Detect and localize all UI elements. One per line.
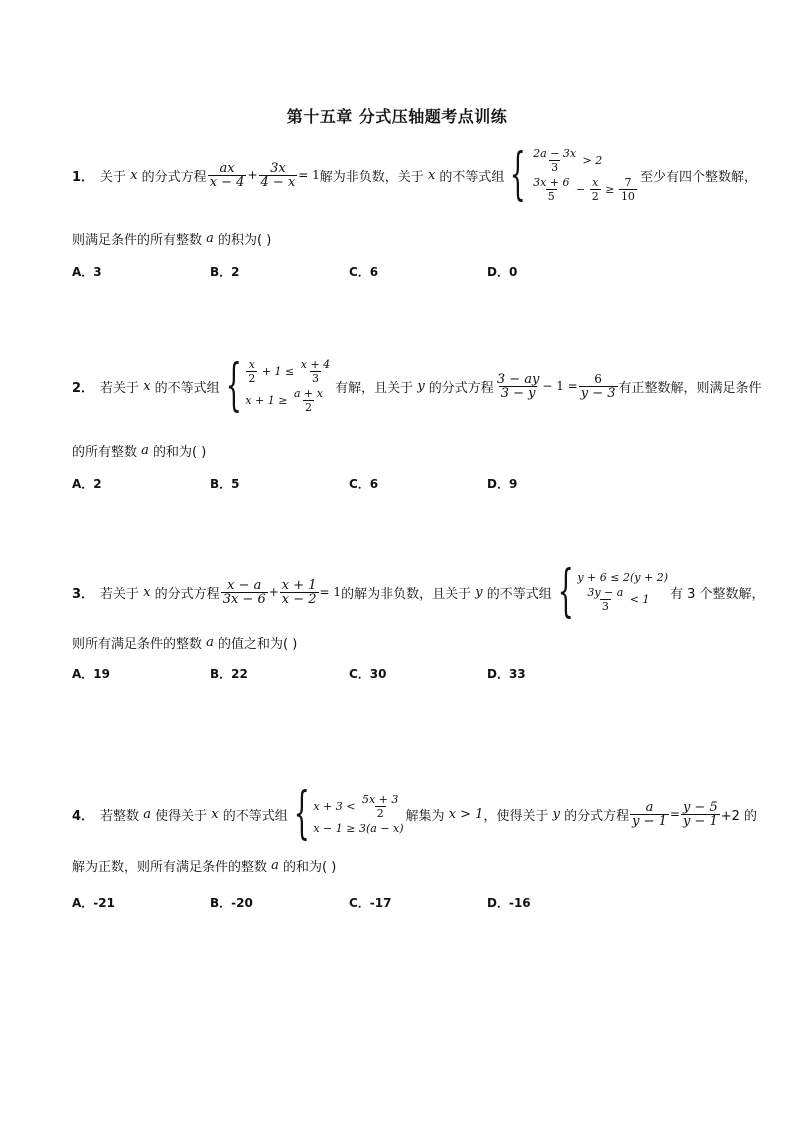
option-d[interactable]: D．9 bbox=[487, 477, 518, 491]
question-4-line-1: 4． 若整数 a 使得关于 x 的不等式组 { x + 3 < $\frac{5x + 3}{2}$ x − 1 ≥ 3(a − x) 解集为 x > 1 ，使得关于 y 的分式方程 $\frac{a}{y - 1}$ = $\frac{y - 5}{y - 1}$ +2 的 bbox=[72, 781, 758, 846]
option-c[interactable]: C．6 bbox=[349, 265, 379, 279]
question-2-line-1: 2． 若关于 x 的不等式组 { $\frac{x}{2}$ + 1 ≤ $\frac{x + 4}{3}$ x + 1 ≥ $\frac{a + x}{2}$ 有解，且关于 y 的分式方程 $\frac{3 - ay}{3 - y}$ − 1 = $\frac{6}{y - 3}$ 有正整数解，则满足条件 bbox=[72, 353, 762, 418]
option-c[interactable]: C．6 bbox=[349, 477, 379, 491]
question-1-line-1: 1． 关于 x 的分式方程 $\frac{ax}{x - 4}$ + $\frac{3x}{4 - x}$ = 1 解为非负数，关于 x 的不等式组 { $\frac{2a - 3x}{3}$ > 2 $\frac{3x + 6}{5}$ − $\frac{x}{2}$ ≥ $\frac{7}{10}$ 至少有四个整数解， bbox=[72, 142, 757, 207]
option-d[interactable]: D．-16 bbox=[487, 896, 531, 910]
option-a[interactable]: A．2 bbox=[72, 477, 102, 491]
option-d[interactable]: D．33 bbox=[487, 667, 526, 681]
option-b[interactable]: B．22 bbox=[210, 667, 248, 681]
inequality-system: { $\frac{x}{2}$ + 1 ≤ $\frac{x + 4}{3}$ x + 1 ≥ $\frac{a + x}{2}$ bbox=[225, 353, 331, 418]
question-4-line-2: 解为正数，则所有满足条件的整数 a 的和为( ) bbox=[72, 858, 337, 875]
option-a[interactable]: A．3 bbox=[72, 265, 102, 279]
question-1-line-2: 则满足条件的所有整数 a 的积为( ) bbox=[72, 231, 272, 248]
option-b[interactable]: B．-20 bbox=[210, 896, 253, 910]
option-d[interactable]: D．0 bbox=[487, 265, 518, 279]
inequality-system: { y + 6 ≤ 2(y + 2) $\frac{3y - a}{3}$ < 1 bbox=[557, 559, 668, 624]
option-c[interactable]: C．-17 bbox=[349, 896, 392, 910]
option-c[interactable]: C．30 bbox=[349, 667, 387, 681]
option-b[interactable]: B．2 bbox=[210, 265, 240, 279]
inequality-system: { x + 3 < $\frac{5x + 3}{2}$ x − 1 ≥ 3(a − x) bbox=[293, 781, 404, 846]
question-2-line-2: 的所有整数 a 的和为( ) bbox=[72, 443, 207, 460]
option-b[interactable]: B．5 bbox=[210, 477, 240, 491]
question-3-line-2: 则所有满足条件的整数 a 的值之和为( ) bbox=[72, 635, 298, 652]
option-a[interactable]: A．19 bbox=[72, 667, 110, 681]
question-3-line-1: 3． 若关于 x 的分式方程 $\frac{x - a}{3x - 6}$ + $\frac{x + 1}{x - 2}$ = 1 的解为非负数，且关于 y 的不等式组 { y + 6 ≤ 2(y + 2) $\frac{3y - a}{3}$ < 1 有 3 个整数解， bbox=[72, 559, 765, 624]
page-title: 第十五章 分式压轴题考点训练 bbox=[286, 107, 508, 126]
inequality-system: { $\frac{2a - 3x}{3}$ > 2 $\frac{3x + 6}{5}$ − $\frac{x}{2}$ ≥ $\frac{7}{10}$ bbox=[510, 142, 635, 207]
option-a[interactable]: A．-21 bbox=[72, 896, 115, 910]
